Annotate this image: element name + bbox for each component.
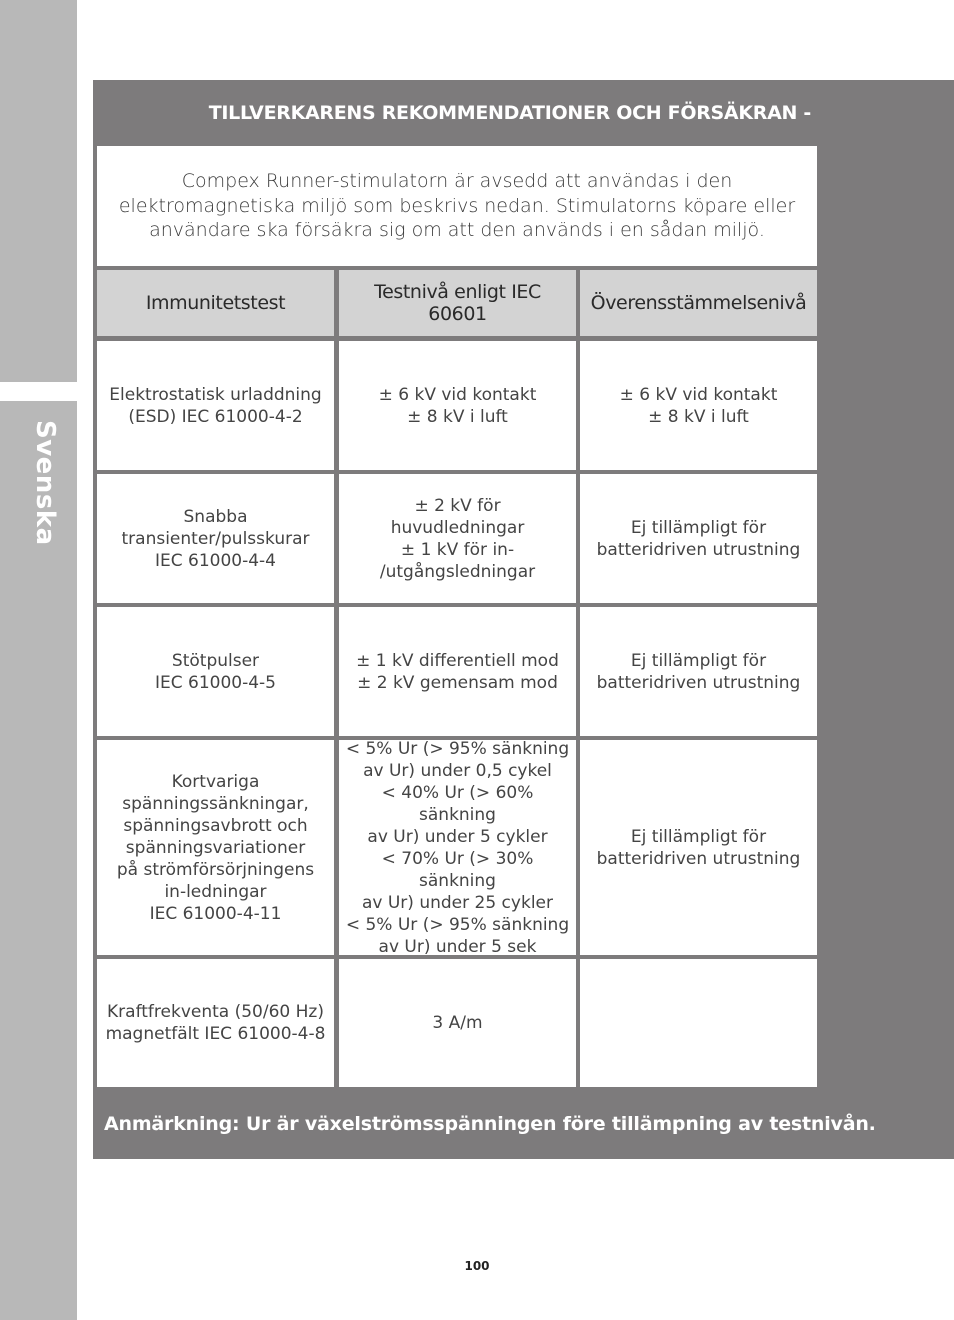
table-cell-compliance (580, 959, 817, 1087)
table-cell-level: < 5% Ur (> 95% sänkning av Ur) under 0,5 cykel < 40% Ur (> 60% sänkning av Ur) under 5 cykler < 70% Ur (> 30% sänkning av Ur) under 25 cykler < 5% Ur (> 95% sänkning av Ur) under 5 sek (339, 740, 576, 955)
table-cell-level: ± 2 kV för huvudledningar ± 1 kV för in- /utgångsledningar (339, 474, 576, 603)
table-cell-test: Kraftfrekventa (50/60 Hz) magnetfält IEC 61000-4-8 (97, 959, 334, 1087)
table-cell-test: Elektrostatisk urladdning (ESD) IEC 61000-4-2 (97, 341, 334, 470)
table-cell-level: 3 A/m (339, 959, 576, 1087)
table-cell-test: Stötpulser IEC 61000-4-5 (97, 607, 334, 736)
table-cell-test: Kortvariga spänningssänkningar, spänningsavbrott och spänningsvariationer på strömförsörjningens in-ledningar IEC 61000-4-11 (97, 740, 334, 955)
table-cell-level: ± 1 kV differentiell mod ± 2 kV gemensam mod (339, 607, 576, 736)
footnote: Anmärkning: Ur är växelströmsspänningen före tillämpning av testnivån. (104, 1113, 876, 1135)
header-immunity-test: Immunitetstest (97, 270, 334, 336)
table-cell-test: Snabba transienter/pulsskurar IEC 61000-4-4 (97, 474, 334, 603)
header-test-level: Testnivå enligt IEC 60601 (339, 270, 576, 336)
table-cell-compliance: Ej tillämpligt för batteridriven utrustning (580, 607, 817, 736)
table-cell-compliance: Ej tillämpligt för batteridriven utrustning (580, 474, 817, 603)
page-number: 100 (464, 1259, 490, 1273)
intro-text: Compex Runner-stimulatorn är avsedd att användas i den elektromagnetiska miljö som beskrivs nedan. Stimulatorns köpare eller användare ska försäkra sig om att den används i en sådan miljö. (97, 146, 817, 266)
sidebar-tab-upper (0, 0, 77, 382)
language-label: Svenska (30, 420, 60, 546)
table-cell-level: ± 6 kV vid kontakt ± 8 kV i luft (339, 341, 576, 470)
header-compliance-level: Överensstämmelsenivå (580, 270, 817, 336)
panel-title: TILLVERKARENS REKOMMENDATIONER OCH FÖRSÄKRAN - (208, 101, 811, 124)
table-cell-compliance: ± 6 kV vid kontakt ± 8 kV i luft (580, 341, 817, 470)
table-cell-compliance: Ej tillämpligt för batteridriven utrustning (580, 740, 817, 955)
